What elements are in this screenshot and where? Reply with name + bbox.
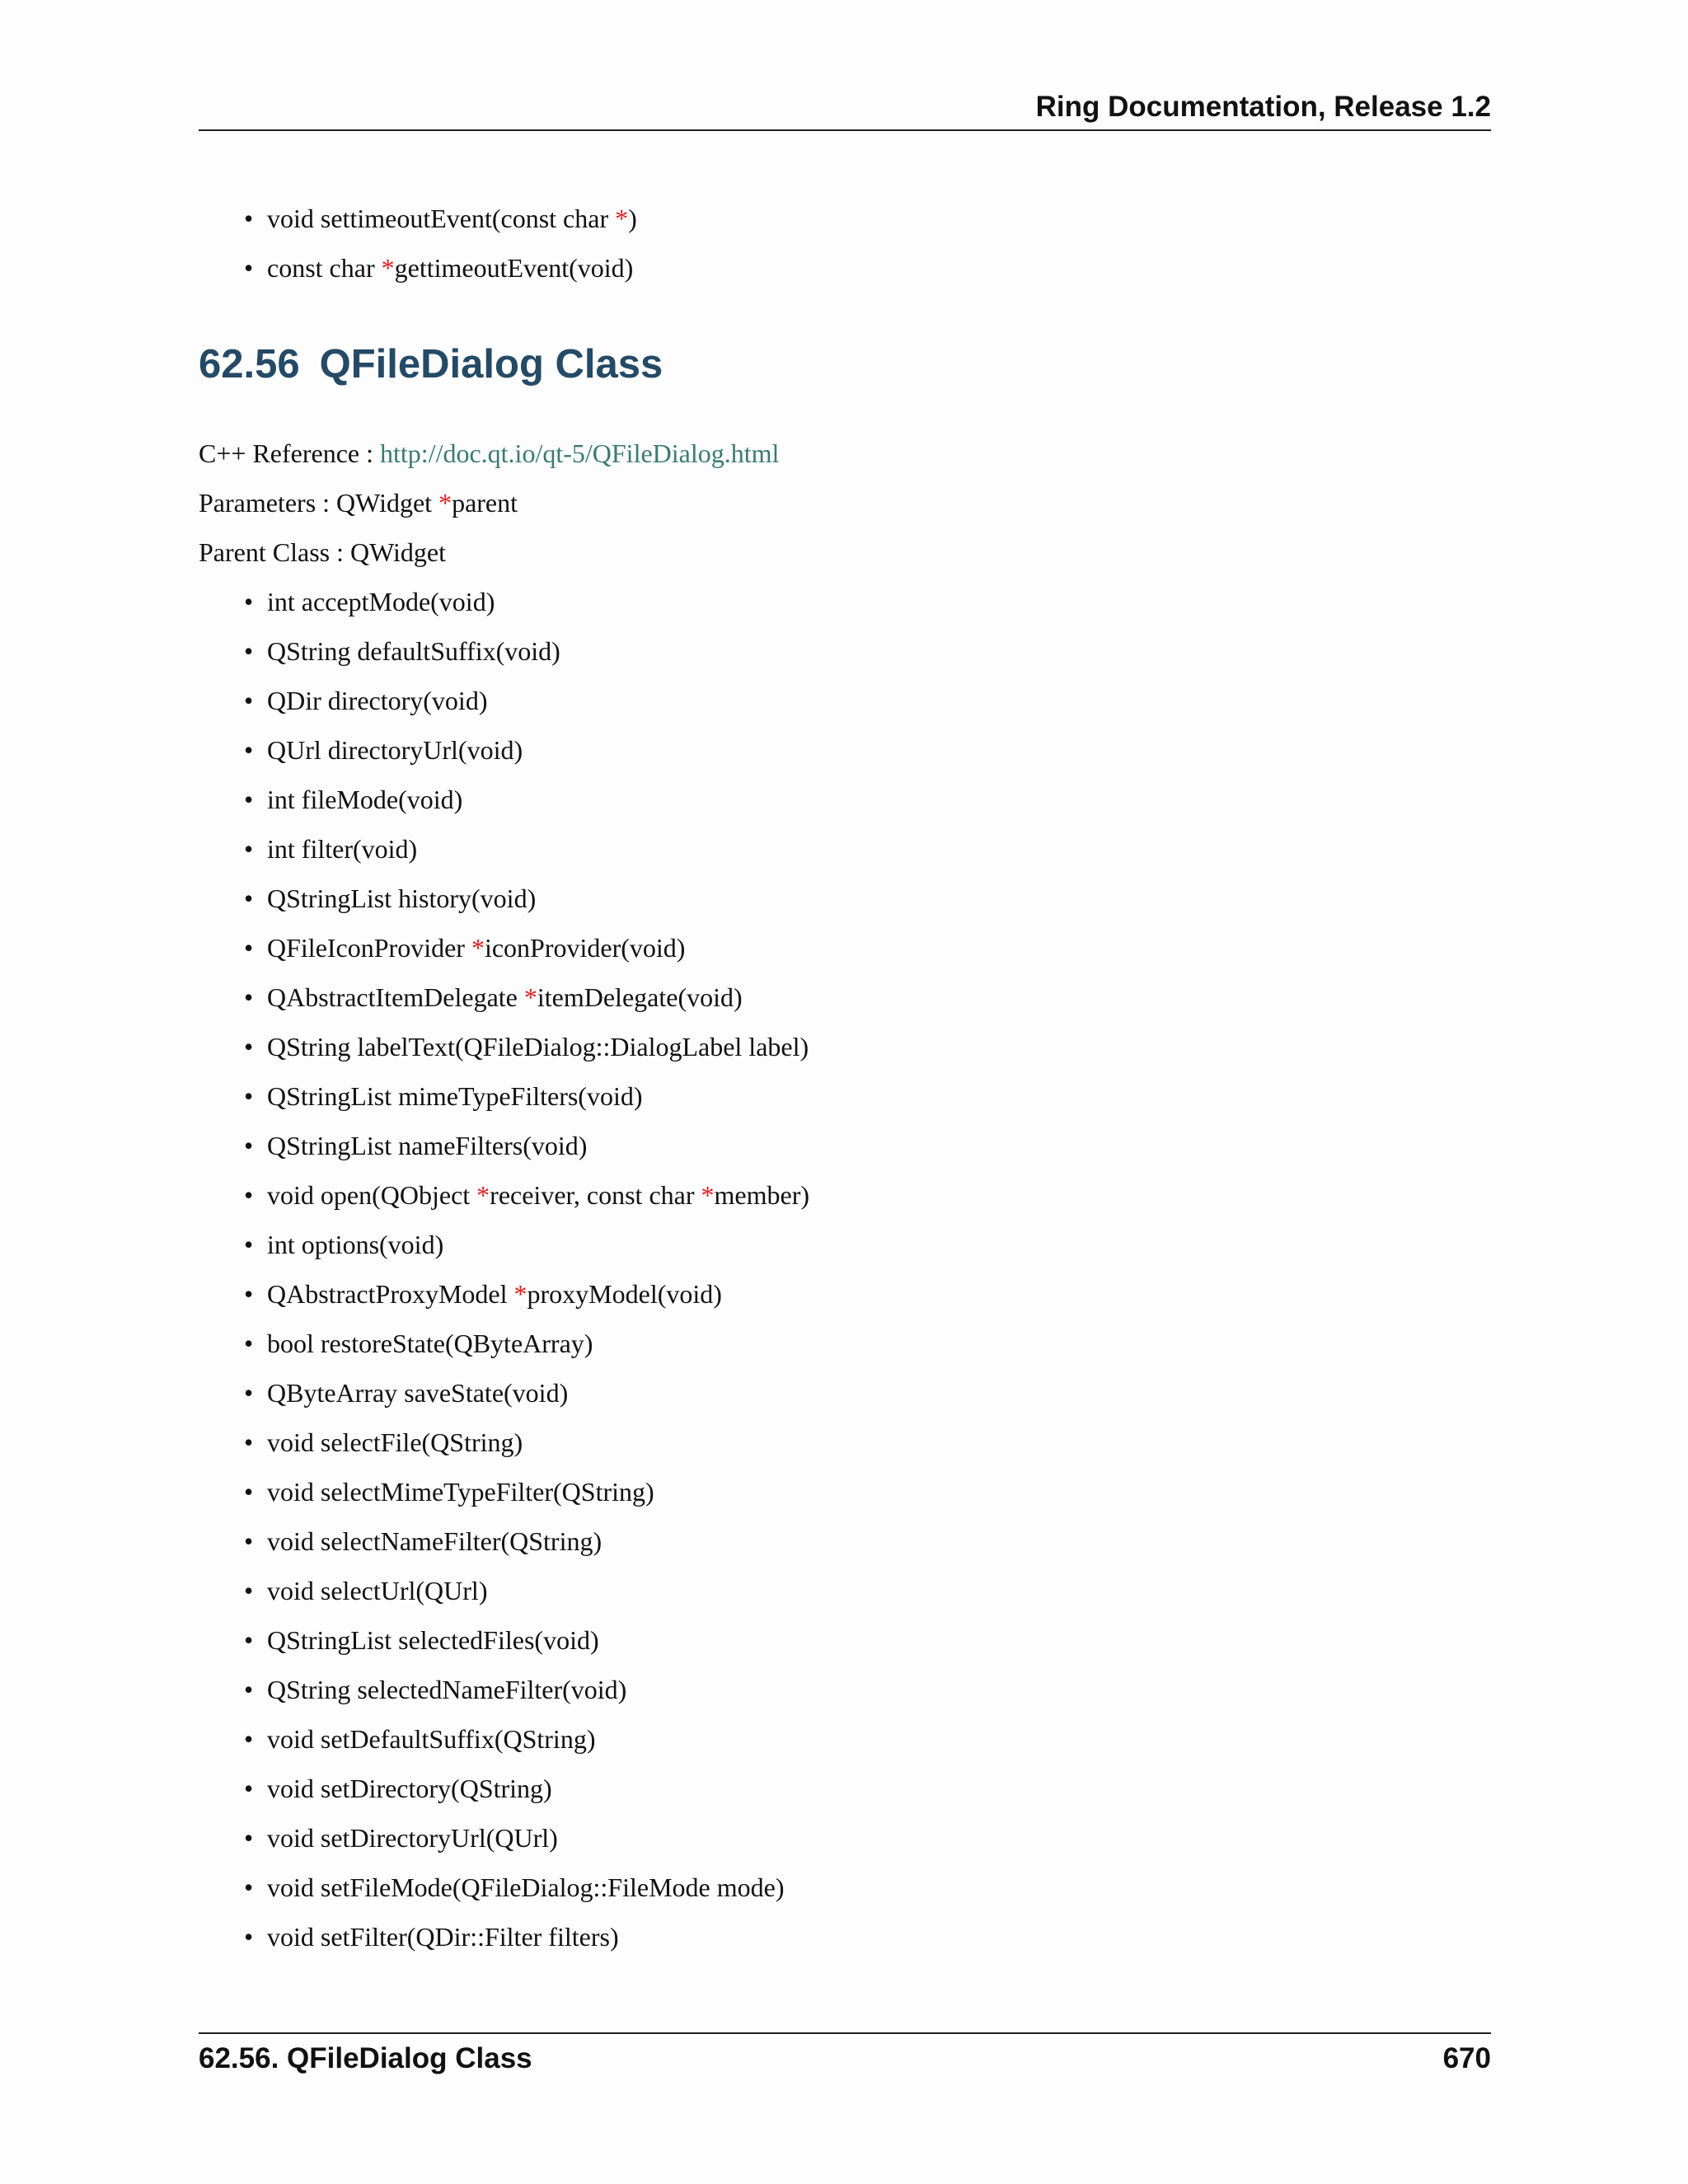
method-text: QStringList nameFilters(void) [267,1131,588,1160]
list-item [244,981,743,1014]
list-item [244,1722,596,1755]
parameters-text: Parameters : QWidget [199,488,439,518]
bullet-icon: • [244,1131,254,1160]
list-item [244,882,537,915]
bullet-icon: • [244,1724,254,1754]
pointer-asterisk: * [615,204,629,233]
list-item [244,733,523,766]
method-text: QDir directory(void) [267,686,488,715]
method-text: QStringList mimeTypeFilters(void) [267,1081,643,1111]
list-item [244,931,686,964]
method-text: void selectFile(QString) [267,1427,523,1457]
method-text: void setDefaultSuffix(QString) [267,1724,596,1754]
method-text: void setFileMode(QFileDialog::FileMode mode) [267,1872,785,1902]
cpp-reference-label: C++ Reference : [199,438,380,468]
list-item [244,1475,654,1508]
bullet-icon: • [244,1625,254,1655]
list-item [244,1525,603,1558]
section-heading [199,341,663,387]
bullet-icon: • [244,1526,254,1556]
section-number: 62.56 [199,342,300,387]
bullet-icon: • [244,1427,254,1457]
method-text: member) [714,1180,809,1210]
list-item [244,1376,569,1409]
method-text: QByteArray saveState(void) [267,1378,569,1408]
bullet-icon: • [244,1032,254,1062]
header-divider [199,129,1491,131]
pointer-asterisk: * [438,488,452,518]
method-text: QAbstractProxyModel [267,1279,514,1309]
parameters-name: parent [452,488,518,518]
method-text: void settimeoutEvent(const char [267,204,616,233]
method-text: int fileMode(void) [267,785,463,814]
list-item [244,1030,809,1063]
list-item [244,1920,619,1953]
method-text: bool restoreState(QByteArray) [267,1329,593,1358]
method-text: int filter(void) [267,834,418,864]
method-text: itemDelegate(void) [537,982,743,1012]
pointer-asterisk: * [523,982,537,1012]
pointer-asterisk: * [701,1180,715,1210]
bullet-icon: • [244,785,254,814]
method-text: void setDirectory(QString) [267,1774,552,1803]
list-item [244,1871,785,1904]
method-text: QString labelText(QFileDialog::DialogLabel label) [267,1032,809,1062]
method-text: void open(QObject [267,1180,477,1210]
method-text: ) [628,204,637,233]
method-text: proxyModel(void) [527,1279,722,1309]
list-item [244,783,463,816]
page-header: Ring Documentation, Release 1.2 [1035,91,1491,123]
method-text: gettimeoutEvent(void) [394,253,634,283]
method-text: iconProvider(void) [484,933,686,963]
bullet-icon: • [244,735,254,765]
list-item [244,1129,588,1162]
bullet-icon: • [244,686,254,715]
list-item [244,1179,809,1212]
list-item [244,684,488,717]
bullet-icon: • [244,982,254,1012]
bullet-icon: • [244,1922,254,1952]
list-item [244,1426,523,1459]
page-number: 670 [1442,2042,1491,2074]
method-text: const char [267,253,382,283]
list-item [244,251,634,284]
method-text: void selectMimeTypeFilter(QString) [267,1477,654,1507]
method-text: void setFilter(QDir::Filter filters) [267,1922,619,1952]
method-text: receiver, const char [490,1180,701,1210]
method-text: int options(void) [267,1230,444,1259]
bullet-icon: • [244,1081,254,1111]
bullet-icon: • [244,253,254,283]
bullet-icon: • [244,1477,254,1507]
bullet-icon: • [244,834,254,864]
method-text: QUrl directoryUrl(void) [267,735,523,765]
method-text: QStringList history(void) [267,883,537,913]
list-item [244,1327,593,1360]
bullet-icon: • [244,933,254,963]
parent-class-line: Parent Class : QWidget [199,537,446,567]
method-text: void selectNameFilter(QString) [267,1526,603,1556]
bullet-icon: • [244,1576,254,1605]
footer-divider [199,2032,1491,2034]
method-text: QAbstractItemDelegate [267,982,524,1012]
list-item [244,1673,627,1706]
pointer-asterisk: * [471,933,485,963]
list-item [244,1574,488,1607]
pointer-asterisk: * [513,1279,528,1309]
pointer-asterisk: * [476,1180,490,1210]
method-text: void setDirectoryUrl(QUrl) [267,1823,558,1853]
parameters-line [199,486,518,519]
list-item [244,1080,643,1113]
bullet-icon: • [244,1230,254,1259]
bullet-icon: • [244,1823,254,1853]
bullet-icon: • [244,1378,254,1408]
pointer-asterisk: * [381,253,395,283]
list-item [244,1821,558,1854]
list-item [244,1228,444,1261]
footer-section: 62.56. QFileDialog Class [199,2042,532,2074]
bullet-icon: • [244,1872,254,1902]
list-item [244,1277,722,1310]
bullet-icon: • [244,1180,254,1210]
section-title-text: QFileDialog Class [319,342,663,387]
method-text: QString selectedNameFilter(void) [267,1675,627,1704]
bullet-icon: • [244,1774,254,1803]
cpp-reference-line [199,437,779,470]
list-item [244,1772,552,1805]
bullet-icon: • [244,636,254,666]
list-item [244,202,637,235]
method-text: QString defaultSuffix(void) [267,636,560,666]
bullet-icon: • [244,587,254,616]
method-text: void selectUrl(QUrl) [267,1576,488,1605]
bullet-icon: • [244,204,254,233]
list-item [244,585,495,618]
list-item [244,635,560,668]
bullet-icon: • [244,883,254,913]
method-text: int acceptMode(void) [267,587,495,616]
cpp-reference-link[interactable]: http://doc.qt.io/qt-5/QFileDialog.html [380,438,780,468]
bullet-icon: • [244,1329,254,1358]
method-text: QStringList selectedFiles(void) [267,1625,599,1655]
bullet-icon: • [244,1279,254,1309]
list-item [244,1624,599,1657]
bullet-icon: • [244,1675,254,1704]
list-item [244,832,418,865]
method-text: QFileIconProvider [267,933,471,963]
